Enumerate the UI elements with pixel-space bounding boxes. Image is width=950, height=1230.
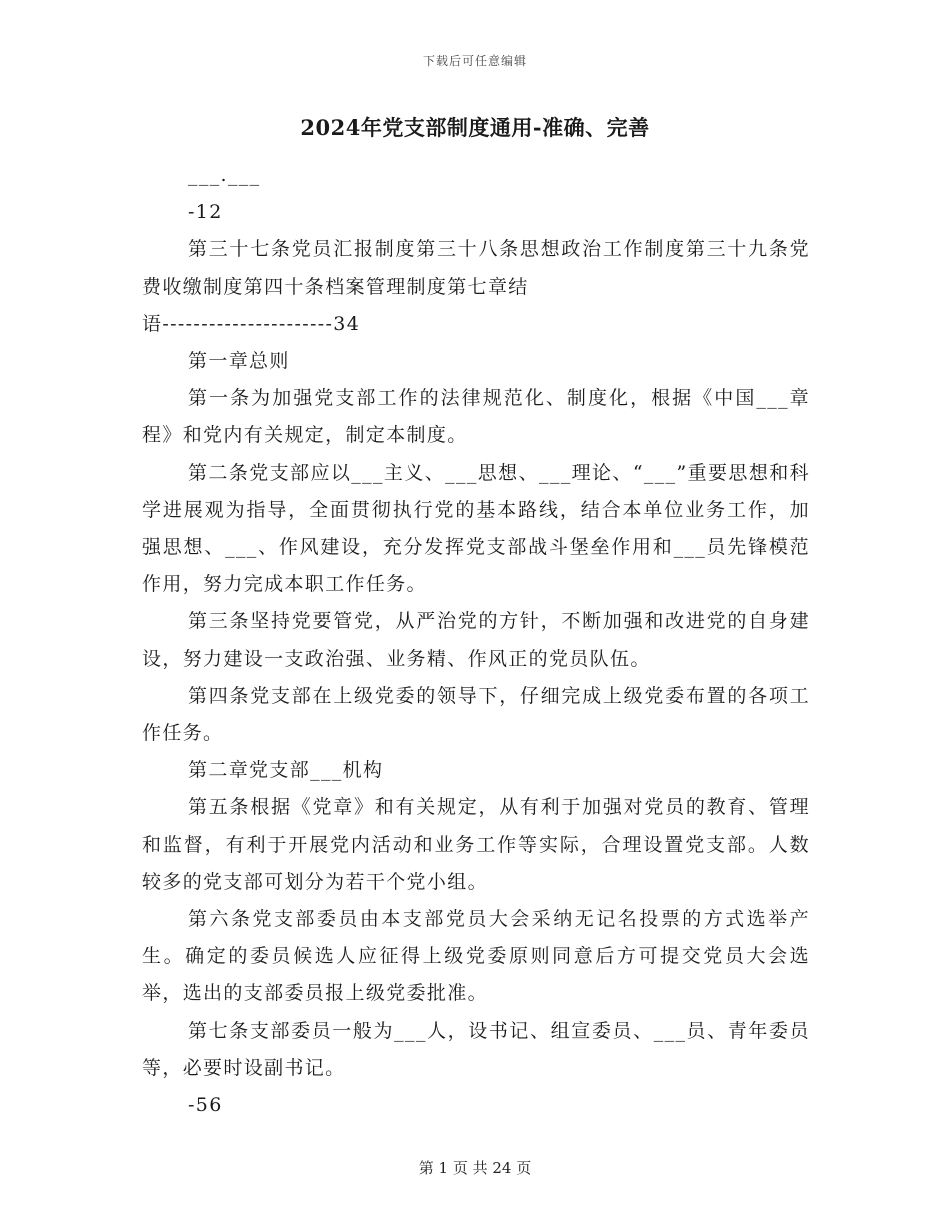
paragraph: 第三条坚持党要管党，从严治党的方针，不断加强和改进党的自身建设，努力建设一支政治强、业务精、作风正的党员队伍。 [142, 610, 810, 670]
page-number: 第 1 页 共 24 页 [418, 1159, 532, 1177]
paragraph: 第七条支部委员一般为___人，设书记、组宣委员、___员、青年委员等，必要时设副书记。 [142, 1019, 810, 1079]
paragraph: -56 [188, 1094, 223, 1117]
paragraph: ___.___ [188, 164, 261, 186]
paragraph: 第五条根据《党章》和有关规定，从有利于加强对党员的教育、管理和监督，有利于开展党内活动和业务工作等实际，合理设置党支部。人数较多的党支部可划分为若干个党小组。 [142, 796, 810, 893]
toc-line: 语----------------------34 [142, 312, 361, 335]
chapter-heading: 第一章总则 [188, 350, 290, 373]
document-body [142, 157, 810, 1124]
paragraph: 第一条为加强党支部工作的法律规范化、制度化，根据《中国___章程》和党内有关规定，制定本制度。 [142, 387, 810, 447]
paragraph: -12 [188, 201, 223, 224]
paragraph: 第四条党支部在上级党委的领导下，仔细完成上级党委布置的各项工作任务。 [142, 684, 810, 745]
page-header-note: 下载后可任意编辑 [422, 54, 527, 68]
paragraph: 第二条党支部应以___主义、___思想、___理论、“___”重要思想和科学进展观为指导，全面贯彻执行党的基本路线，结合本单位业务工作，加强思想、___、作风建设，充分发挥党支部战斗堡垒作用和___员先锋模范作用，努力完成本职工作任务。 [142, 461, 810, 596]
chapter-heading: 第二章党支部___机构 [188, 759, 384, 782]
document-title: 2024年党支部制度通用-准确、完善 [300, 115, 650, 140]
paragraph: 第六条党支部委员由本支部党员大会采纳无记名投票的方式选举产生。确定的委员候选人应征得上级党委原则同意后方可提交党员大会选举，选出的支部委员报上级党委批准。 [142, 908, 810, 1005]
paragraph: 第三十七条党员汇报制度第三十八条思想政治工作制度第三十九条党费收缴制度第四十条档案管理制度第七章结 [142, 238, 810, 298]
